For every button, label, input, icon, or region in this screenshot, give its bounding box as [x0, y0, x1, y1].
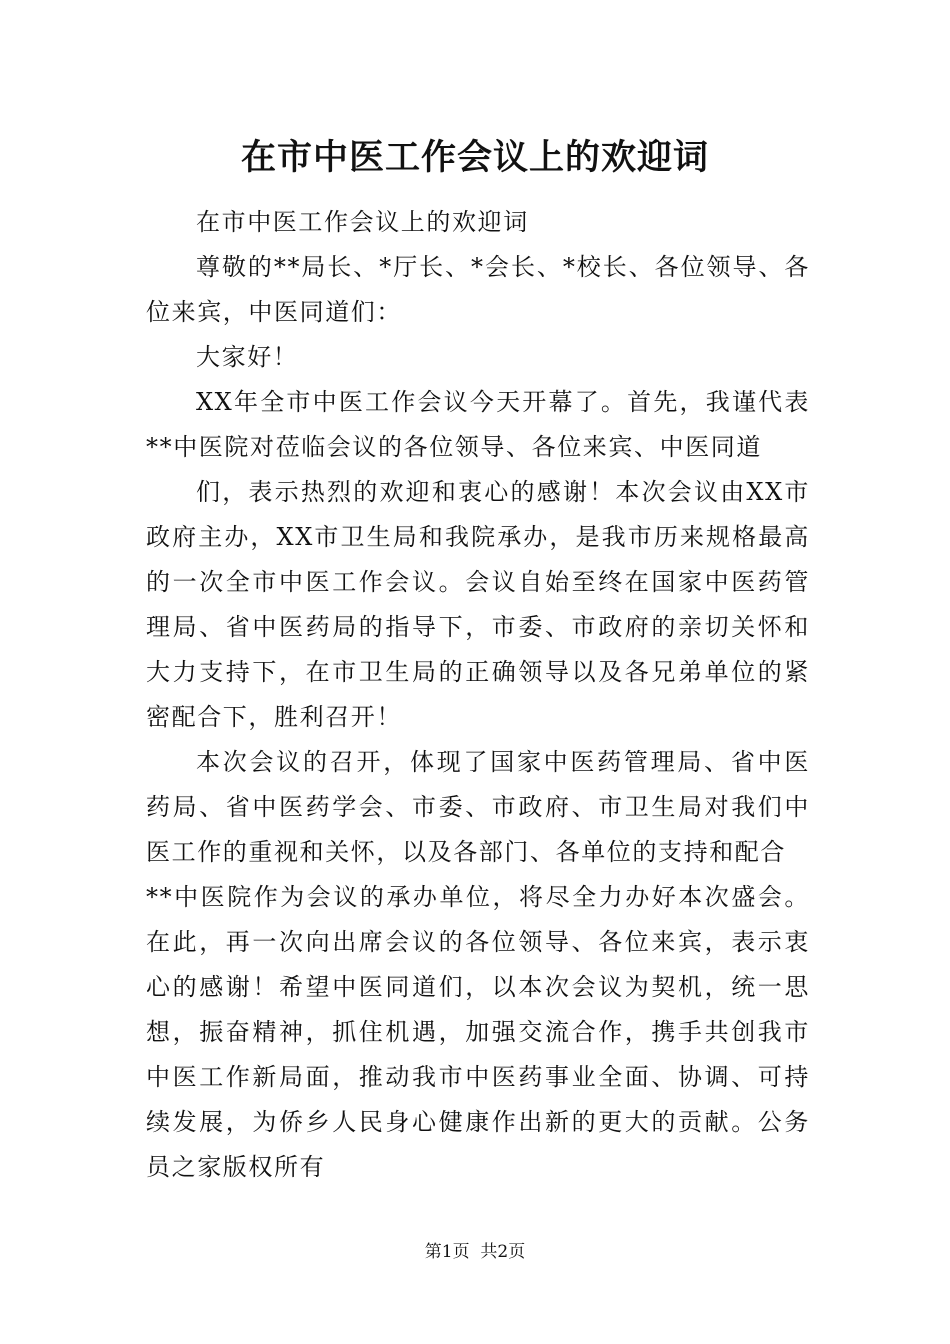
- paragraph-thanks: 们，表示热烈的欢迎和衷心的感谢！本次会议由XX市政府主办，XX市卫生局和我院承办，是我市历来规格最高的一次全市中医工作会议。会议自始至终在国家中医药管理局、省中医药局的指导下，市委、市政府的亲切关怀和大力支持下，在市卫生局的正确领导以及各兄弟单位的紧密配合下，胜利召开！: [146, 478, 810, 731]
- paragraph-opening: XX年全市中医工作会议今天开幕了。首先，我谨代表**中医院对莅临会议的各位领导、各位来宾、中医同道: [146, 388, 810, 461]
- paragraph-significance: 本次会议的召开，体现了国家中医药管理局、省中医药局、省中医药学会、市委、市政府、市卫生局对我们中医工作的重视和关怀，以及各部门、各单位的支持和配合: [146, 748, 810, 866]
- paragraph-closing: **中医院作为会议的承办单位，将尽全力办好本次盛会。在此，再一次向出席会议的各位领导、各位来宾，表示衷心的感谢！希望中医同道们，以本次会议为契机，统一思想，振奋精神，抓住机遇，加强交流合作，携手共创我市中医工作新局面，推动我市中医药事业全面、协调、可持续发展，为侨乡人民身心健康作出新的更大的贡献。公务员之家版权所有: [146, 883, 810, 1181]
- paragraph-greeting: 大家好！: [196, 343, 299, 371]
- page-total: 共2页: [480, 1242, 526, 1262]
- document-title: 在市中医工作会议上的欢迎词: [240, 137, 709, 178]
- document-body: [146, 200, 810, 1190]
- page-number: 第1页: [424, 1242, 470, 1262]
- paragraph-subtitle: 在市中医工作会议上的欢迎词: [196, 208, 529, 236]
- page-footer: [0, 1238, 950, 1266]
- paragraph-salutation: 尊敬的**局长、*厅长、*会长、*校长、各位领导、各位来宾，中医同道们：: [146, 253, 810, 326]
